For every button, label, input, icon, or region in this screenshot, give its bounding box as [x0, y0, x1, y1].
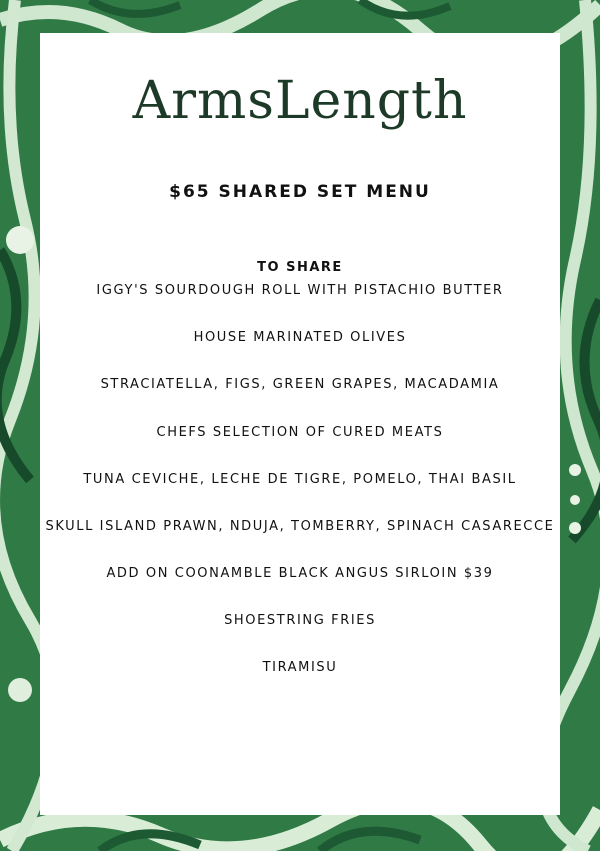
brand-logo: ArmsLength [132, 71, 468, 131]
menu-item: SHOESTRING FRIES [224, 613, 376, 628]
menu-item: CHEFS SELECTION OF CURED MEATS [156, 425, 444, 440]
menu-item: ADD ON COONAMBLE BLACK ANGUS SIRLOIN $39 [106, 566, 494, 581]
menu-title: $65 SHARED SET MENU [169, 182, 431, 202]
section-heading: TO SHARE [257, 260, 343, 275]
menu-item: SKULL ISLAND PRAWN, NDUJA, TOMBERRY, SPINACH CASARECCE [45, 519, 555, 534]
menu-item: TIRAMISU [262, 660, 338, 675]
menu-item: STRACIATELLA, FIGS, GREEN GRAPES, MACADAMIA [100, 377, 500, 392]
menu-item: HOUSE MARINATED OLIVES [193, 330, 407, 345]
menu-item: TUNA CEVICHE, LECHE DE TIGRE, POMELO, THAI BASIL [83, 472, 517, 487]
menu-item: IGGY'S SOURDOUGH ROLL WITH PISTACHIO BUTTER [96, 283, 504, 298]
menu-card [40, 33, 560, 815]
